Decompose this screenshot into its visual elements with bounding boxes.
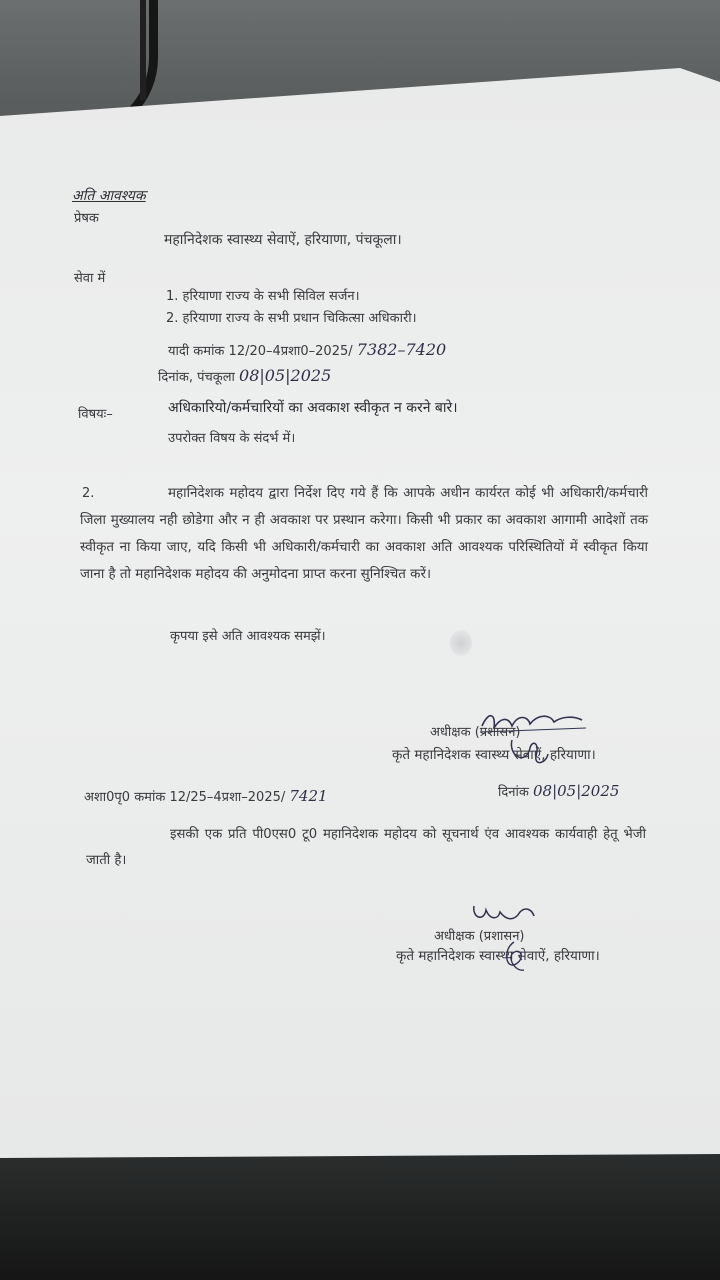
endorsement-reference <box>84 787 328 805</box>
endorsement-reference-printed: अशा0पृ0 कमांक 12/25–4प्रशा–2025/ <box>84 790 286 805</box>
signature-initial-1 <box>506 736 552 770</box>
reference-date <box>158 366 331 385</box>
urgent-label: अति आवश्यक <box>72 188 146 204</box>
body-paragraph: महानिदेशक महोदय द्वारा निर्देश दिए गये हैं कि आपके अधीन कार्यरत कोई भी अधिकारी/कर्मचारी जिला मुख्यालय नही छोडेगा और न ही अवकाश पर प्रस्थान करेगा। किसी भी प्रकार का अवकाश आगामी आदेशों तक स्वीकृत ना किया जाए, यदि किसी भी अधिकारी/कर्मचारी का अवकाश अति आवश्यक परिस्थितियों में स्वीकृत किया जाना है तो महानिदेशक महोदय की अनुमोदना प्राप्त करना सुनिश्चित करें। <box>80 486 648 582</box>
please-note: कृपया इसे अति आवश्यक समझें। <box>170 629 326 644</box>
endorsement-date-printed: दिनांक <box>498 785 529 800</box>
signatory-2-office: कृते महानिदेशक स्वास्थ्य सेवाऐं, हरियाणा। <box>396 948 600 964</box>
endorsement-date-handwritten: 08|05|2025 <box>532 782 620 800</box>
reference-number <box>168 340 446 359</box>
recipient-2: 2. हरियाणा राज्य के सभी प्रधान चिकित्सा अधिकारी। <box>166 311 417 326</box>
copy-forward-text: इसकी एक प्रति पी0एस0 टू0 महानिदेशक महोदय को सूचनार्थ एंव आवश्यक कार्यवाही हेतू भेजी जाती है। <box>86 827 646 868</box>
paragraph-number: 2. <box>82 486 95 501</box>
reference-date-printed: दिनांक, पंचकूला <box>158 370 235 385</box>
sender-label: प्रेषक <box>74 211 99 226</box>
reference-number-handwritten: 7382–7420 <box>356 340 447 359</box>
signature-initial-2 <box>498 940 530 974</box>
sender-name: महानिदेशक स्वास्थ्य सेवाऐं, हरियाणा, पंचकूला। <box>164 232 402 248</box>
to-label: सेवा में <box>74 271 106 286</box>
endorsement-date <box>498 782 619 800</box>
recipient-1: 1. हरियाणा राज्य के सभी सिविल सर्जन। <box>166 289 360 304</box>
subject-label: विषयः– <box>78 407 113 422</box>
signatory-2-title: अधीक्षक (प्रशासन) <box>434 929 525 944</box>
reference-date-handwritten: 08|05|2025 <box>239 366 332 385</box>
signature-mark-2 <box>470 900 540 928</box>
subject-text: अधिकारियो/कर्मचारियों का अवकाश स्वीकृत न करने बारे। <box>168 400 458 416</box>
signatory-1-title: अधीक्षक (प्रशासन) <box>430 725 521 740</box>
signatory-1-office: कृते महानिदेशक स्वास्थ्य सेवाऐं, हरियाणा। <box>392 747 596 763</box>
context-line: उपरोक्त विषय के संदर्भ में। <box>168 431 296 446</box>
ink-smudge <box>450 630 472 656</box>
endorsement-reference-handwritten: 7421 <box>289 787 328 805</box>
reference-number-printed: यादी कमांक 12/20–4प्रशा0–2025/ <box>168 344 353 359</box>
